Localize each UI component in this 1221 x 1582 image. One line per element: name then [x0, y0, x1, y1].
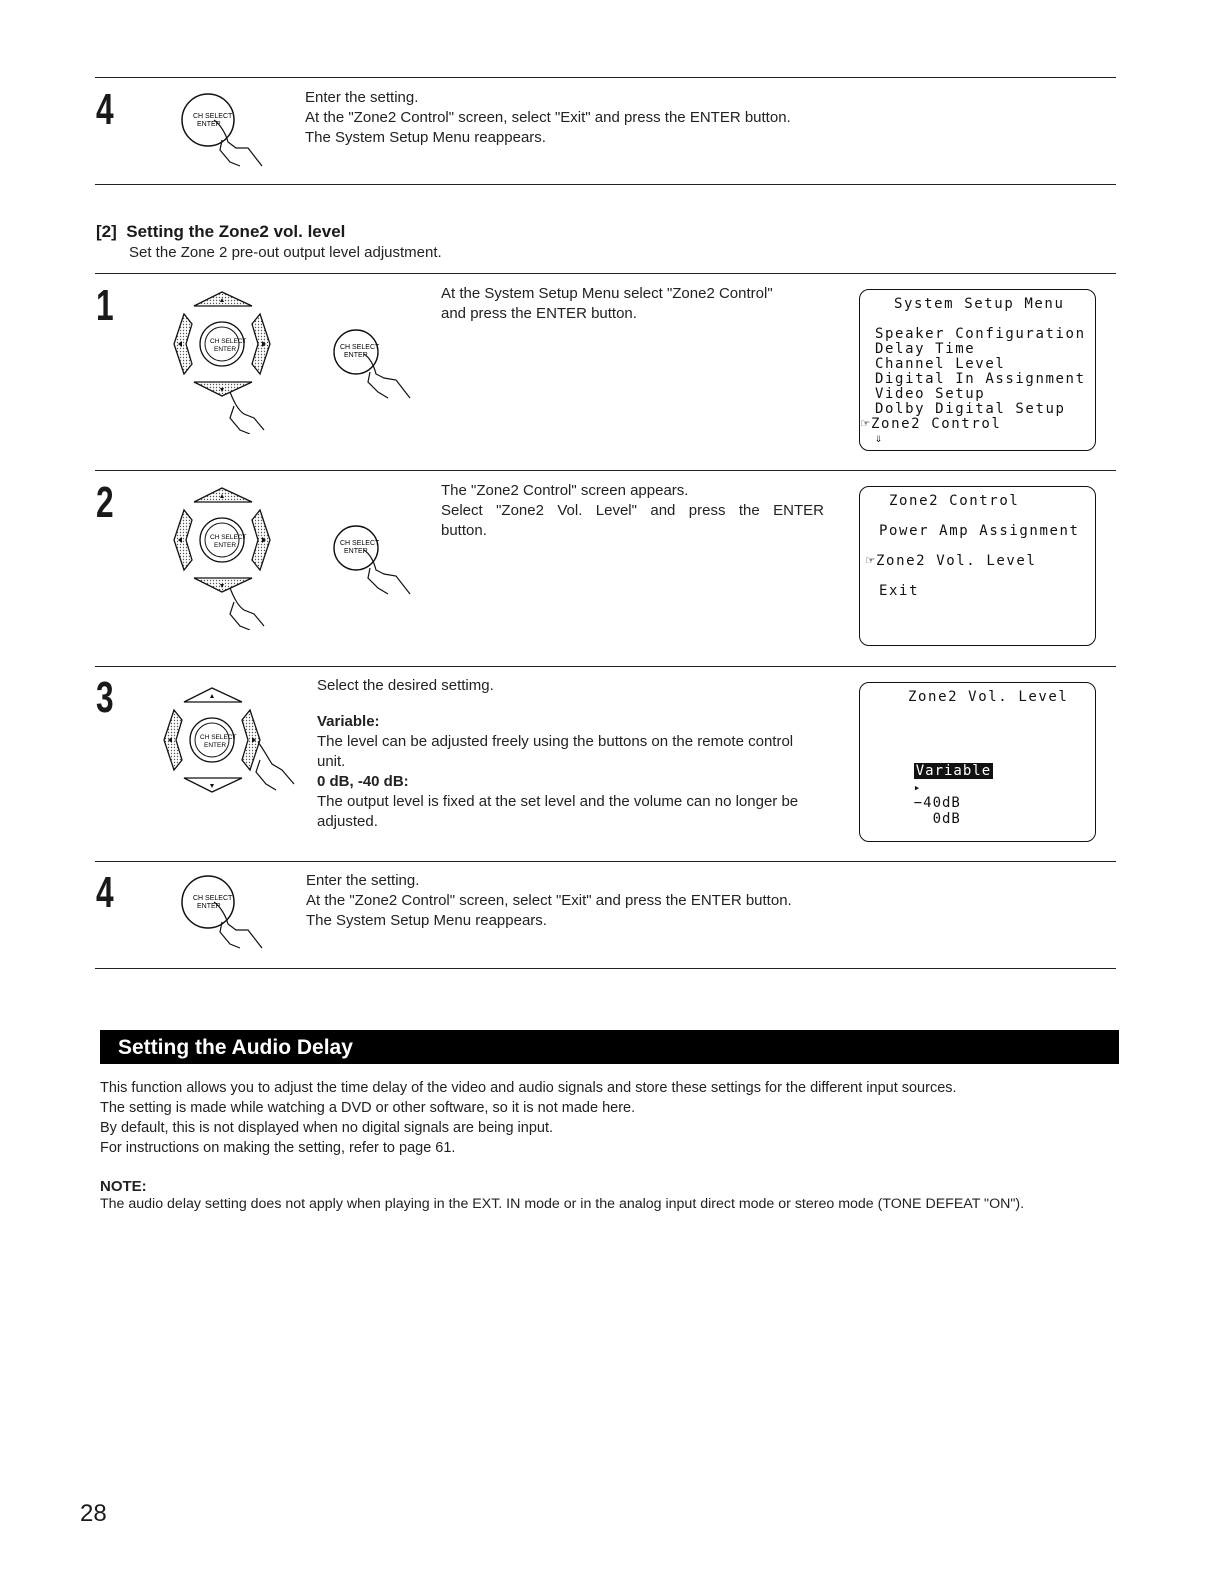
divider	[95, 666, 1116, 667]
enter-button-icon	[176, 90, 276, 170]
step-4-text	[306, 871, 792, 931]
enter-button-icon	[330, 524, 420, 596]
svg-text:CH SELECT: CH SELECT	[340, 344, 380, 351]
menu-item: Channel Level	[875, 356, 1006, 372]
option: −40dB	[913, 795, 961, 811]
divider	[95, 273, 1116, 274]
menu-item: Digital In Assignment	[875, 371, 1086, 387]
svg-text:ENTER: ENTER	[344, 352, 368, 359]
text-line: Enter the setting.	[306, 872, 420, 889]
step-number: 1	[96, 281, 114, 330]
text-line: The System Setup Menu reappears.	[305, 129, 546, 146]
enter-button-icon	[330, 328, 420, 400]
step-3-text	[317, 676, 798, 832]
text-line: At the "Zone2 Control" screen, select "Exit" and press the ENTER button.	[305, 109, 791, 126]
menu-item: Delay Time	[875, 341, 976, 357]
pointing-hand-icon	[258, 742, 294, 784]
up-arrow-button	[194, 292, 252, 306]
svg-text:CH SELECT: CH SELECT	[340, 540, 380, 547]
pointer-hand-icon: ☞	[866, 553, 877, 569]
text-line: The output level is fixed at the set level and the volume can no longer be	[317, 793, 799, 810]
svg-text:ENTER: ENTER	[214, 346, 237, 353]
up-arrow-button	[184, 688, 242, 702]
text-line: Select the desired settimg.	[317, 677, 494, 694]
text-line: At the "Zone2 Control" screen, select "Exit" and press the ENTER button.	[306, 892, 792, 909]
section-index: [2]	[96, 222, 117, 241]
audio-delay-heading: Setting the Audio Delay	[100, 1030, 1119, 1064]
text-line: and press the ENTER button.	[441, 305, 637, 322]
divider	[95, 861, 1116, 862]
svg-text:ENTER: ENTER	[204, 742, 227, 749]
menu-item: Video Setup	[875, 386, 986, 402]
svg-text:CH SELECT: CH SELECT	[210, 534, 247, 541]
screen-title: Zone2 Control	[889, 493, 1020, 509]
screen-title: Zone2 Vol. Level	[908, 689, 1069, 705]
svg-text:ENTER: ENTER	[214, 542, 237, 549]
divider	[95, 184, 1116, 185]
arrow-icon: ▸	[913, 781, 922, 794]
svg-text:ENTER: ENTER	[197, 903, 221, 910]
svg-text:ENTER: ENTER	[344, 548, 368, 555]
step-1-text	[441, 284, 773, 324]
text-line: This function allows you to adjust the time delay of the video and audio signals and store these settings for the different input sources.	[100, 1080, 957, 1096]
text-line: At the System Setup Menu select "Zone2 Control"	[441, 285, 773, 302]
text-line: unit.	[317, 753, 346, 770]
scroll-down-icon: ⇓	[875, 431, 884, 445]
pointing-hand-icon	[364, 354, 410, 398]
left-arrow-button	[164, 710, 182, 770]
left-arrow-button	[174, 314, 192, 374]
text-line: The "Zone2 Control" screen appears.	[441, 482, 689, 499]
section-title: Setting the Zone2 vol. level	[126, 222, 346, 241]
left-arrow-button	[174, 510, 192, 570]
pointing-hand-icon	[364, 550, 410, 594]
text-line: The setting is made while watching a DVD or other software, so it is not made here.	[100, 1100, 636, 1116]
divider	[95, 968, 1116, 969]
svg-text:CH SELECT: CH SELECT	[210, 338, 247, 345]
remote-cursor-pad-icon	[164, 480, 294, 630]
top-rule	[95, 77, 1116, 78]
menu-item: Power Amp Assignment	[879, 523, 1080, 539]
enter-button-icon	[176, 872, 276, 952]
screen-title: System Setup Menu	[894, 296, 1065, 312]
pointer-hand-icon: ☞	[861, 416, 872, 432]
section-heading	[96, 222, 345, 242]
menu-item: Exit	[879, 583, 920, 599]
menu-item: Dolby Digital Setup	[875, 401, 1066, 417]
svg-text:CH SELECT: CH SELECT	[200, 734, 237, 741]
right-arrow-button	[252, 510, 270, 570]
text-line: For instructions on making the setting, refer to page 61.	[100, 1140, 456, 1156]
right-arrow-button	[252, 314, 270, 374]
step-2-text	[441, 481, 824, 541]
system-setup-menu-screen	[859, 289, 1096, 451]
enter-button-label: CH SELECT	[193, 113, 233, 120]
step-number: 3	[96, 673, 114, 722]
selected-option: Variable	[915, 763, 992, 779]
section-subtitle: Set the Zone 2 pre-out output level adjustment.	[129, 244, 442, 261]
selected-menu-item: ☞Zone2 Control	[861, 416, 1002, 432]
note-title: NOTE:	[100, 1178, 147, 1195]
right-arrow-button	[242, 710, 260, 770]
enter-button-label: ENTER	[197, 121, 221, 128]
divider	[95, 470, 1116, 471]
remote-cursor-pad-icon	[164, 284, 294, 434]
level-options	[876, 747, 993, 843]
zone2-vol-level-screen	[859, 682, 1096, 842]
text-line: button.	[441, 522, 487, 539]
step-number: 4	[96, 868, 114, 917]
note-text: The audio delay setting does not apply when playing in the EXT. IN mode or in the analog input direct mode or stereo mode (TONE DEFEAT "ON").	[100, 1196, 1025, 1212]
text-line: Enter the setting.	[305, 89, 419, 106]
menu-item: Speaker Configuration	[875, 326, 1086, 342]
option-title: Variable:	[317, 713, 380, 730]
text-line: The level can be adjusted freely using the buttons on the remote control	[317, 733, 794, 750]
text-line: By default, this is not displayed when no digital signals are being input.	[100, 1120, 554, 1136]
svg-text:CH SELECT: CH SELECT	[193, 895, 233, 902]
text-line: Select "Zone2 Vol. Level" and press the ENTER	[441, 502, 824, 519]
step-number: 2	[96, 478, 114, 527]
option-title: 0 dB, -40 dB:	[317, 773, 409, 790]
remote-cursor-pad-icon	[152, 680, 302, 810]
option: 0dB	[932, 811, 961, 827]
selected-menu-item: ☞Zone2 Vol. Level	[866, 553, 1037, 569]
text-line: adjusted.	[317, 813, 378, 830]
page-number: 28	[80, 1500, 107, 1527]
top-step-text	[305, 88, 791, 148]
step-number: 4	[96, 85, 114, 134]
zone2-control-screen	[859, 486, 1096, 646]
audio-delay-body	[100, 1078, 957, 1158]
text-line: The System Setup Menu reappears.	[306, 912, 547, 929]
up-arrow-button	[194, 488, 252, 502]
